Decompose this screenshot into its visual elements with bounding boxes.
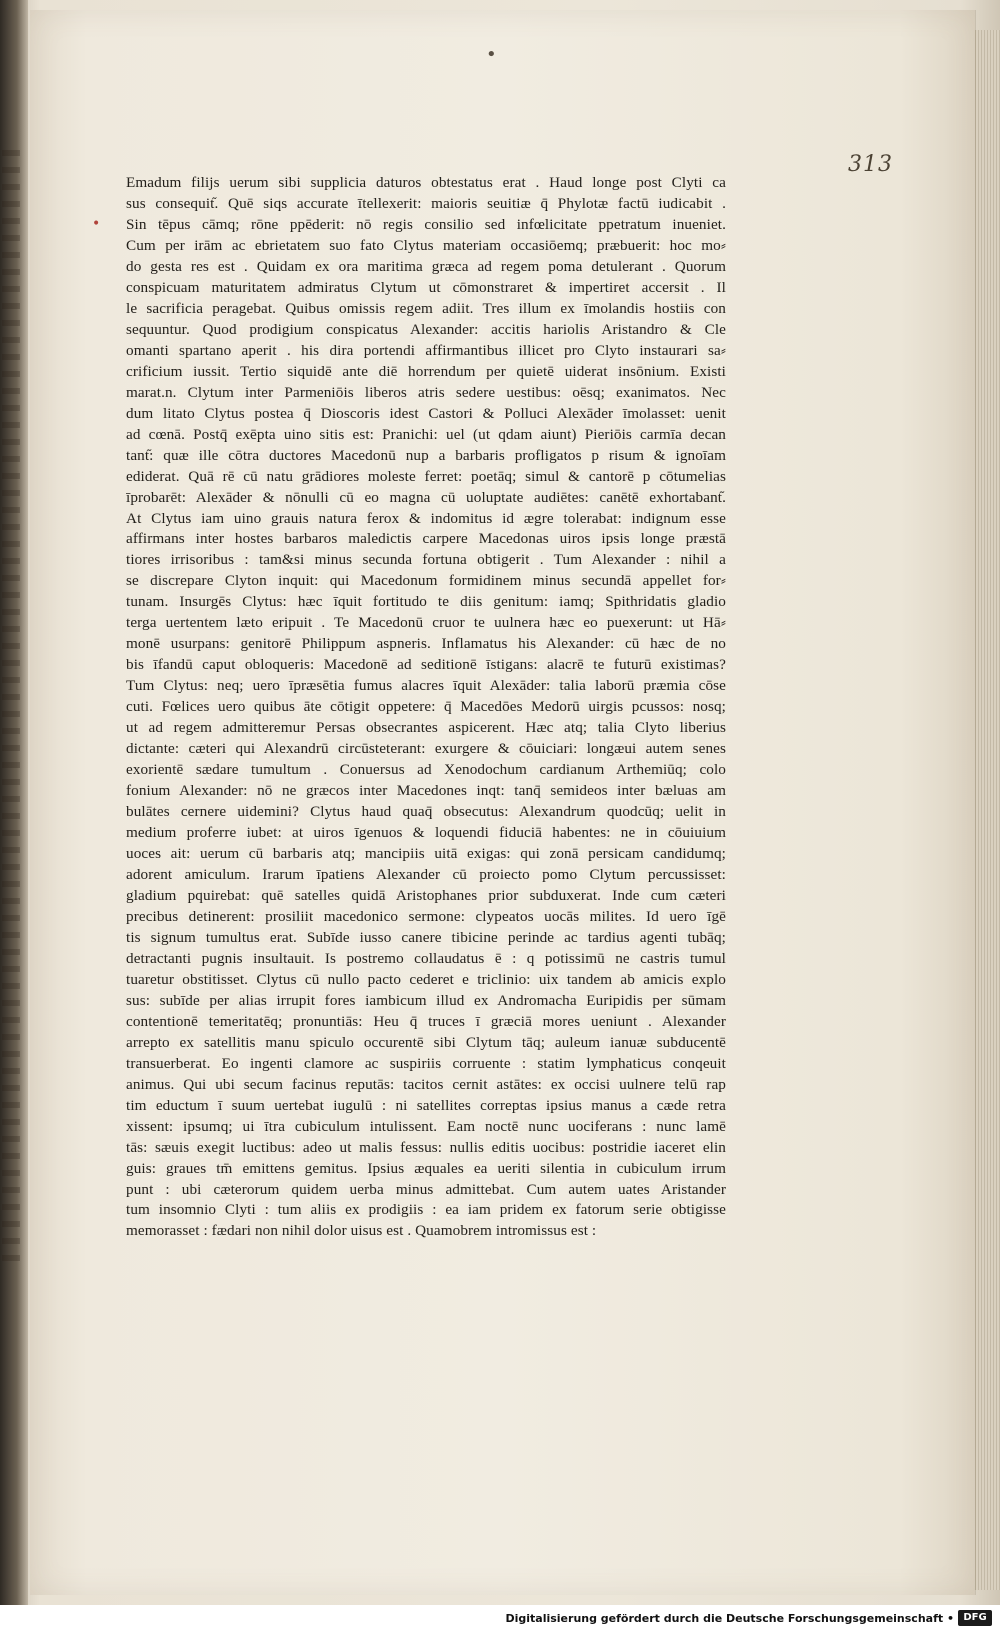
text-line: guis: graues tm̄ emittens gemitus. Ipsius æquales ea ueriti silentia in cubiculum irrum [126, 1159, 726, 1177]
text-line: monē usurpans: genitorē Philippum aspneris. Inflamatus his Alexander: cū hæc de no [126, 635, 726, 653]
text-line: terga uertentem læto eripuit . Te Macedonū cruor te uulnera hæc eo puexerunt: ut Hā⸗ [126, 614, 726, 632]
book-binding [0, 0, 28, 1605]
funding-credit: Digitalisierung gefördert durch die Deutsche Forschungsgemeinschaft • [505, 1612, 954, 1625]
text-block [126, 172, 726, 1241]
text-line: ediderat. Quā rē cū natu grādiores moleste ferret: poetāq; simul & cantorē p cōtumelias [126, 467, 726, 485]
text-line: memorasset : fædari non nihil dolor uisus est . Quamobrem intromissus est : [126, 1222, 597, 1240]
text-line: dum litato Clytus postea q̄ Dioscoris idest Castori & Polluci Alexāder īmolasset: uenit [126, 404, 726, 422]
text-line: adorent amiculum. Irarum īpatiens Alexander cū proiecto pomo Clytum percussisset: [126, 865, 726, 883]
text-line: sus: subīde per alias irrupit fores iambicum illud ex Andromacha Euripidis per sūmam [126, 991, 726, 1009]
text-line: bulātes cernere uidemini? Clytus haud quaq̄ obsecutus: Alexandrum quodcūq; uelit in [126, 803, 726, 821]
text-line: dictante: cæteri qui Alexandrū circūsteterant: exurgere & cōuiciari: longæui autem senes [126, 740, 726, 758]
text-line: tiores irrisoribus : tam&si minus secunda fortuna obtigerit . Tum Alexander : nihil a [126, 551, 726, 569]
text-line: tum insomnio Clyti : tum aliis ex prodigiis : ea iam pridem ex fatorum serie obtigisse [126, 1201, 726, 1219]
text-line: se discrepare Clyton inquit: qui Macedonum formidinem minus secundā appellet for⸗ [126, 572, 726, 590]
text-line: detractanti pugnis insultauit. Is postremo collaudatus ē : q potissimū ne castris tumul [126, 949, 726, 967]
text-line: le sacrificia peragebat. Quibus omissis regem adiit. Tres illum ex īmolandis hostiis con [126, 299, 726, 317]
text-line: Tum Clytus: neq; uero īpræsētia fumus alacres īquit Alexāder: talia laborū præmia cōse [126, 677, 726, 695]
text-line: contentionē temeritatēq; pronuntiās: Heu q̄ truces ī græciā mores ueniunt . Alexander [126, 1012, 726, 1030]
text-line: ut ad regem admitteremur Persas obsecrantes aspicerent. Hæc atq; talia Clyto liberius [126, 719, 726, 737]
previous-page-edge [2, 150, 20, 1270]
text-line: arrepto ex satellitis manu spiculo occurentē sibi Clytum tāq; auleum ianuæ subducentē [126, 1033, 726, 1051]
margin-mark: • [92, 216, 101, 232]
text-line: tim eductum ī suum uertebat iugulū : ni satellites correptas ipsius manus a cæde retra [126, 1096, 726, 1114]
text-line: tās: sæuis exegit luctibus: adeo ut malis fessus: nullis editis uocibus: postridie iaceret elin [126, 1138, 726, 1156]
text-line: tant᷉: quæ ille cōtra ductores Macedonū nup a barbaris profligatos p risum & ignoīam [126, 446, 726, 464]
text-line: affirmans inter hostes barbaros maledictis carpere Macedonas uiros ipsis longe præstā [126, 530, 726, 548]
text-line: tuaretur obstitisset. Clytus cū nullo pacto cederet e triclinio: uix tandem ab amicis explo [126, 970, 726, 988]
top-mark: • [486, 44, 497, 65]
text-line: tis signum tumultus erat. Subīde iusso canere tibicine perinde ac tardius agenti tubāq; [126, 928, 726, 946]
folio-number: 313 [848, 152, 893, 177]
text-line: do gesta res est . Quidam ex ora maritima græca ad regem poma detulerant . Quorum [126, 257, 726, 275]
text-line: sus consequit᷉. Quē siqs accurate ītellexerit: maioris seuitiæ q̄ Phylotæ factū iudicabit . [126, 194, 726, 212]
text-line: Cum per irām ac ebrietatem suo fato Clytus materiam occasiōemq; præbuerit: hoc mo⸗ [126, 236, 726, 254]
text-line: crificium iussit. Tertio siquidē ante diē horrendum per quietē uiderat insōnium. Existi [126, 362, 726, 380]
text-line: medium proferre iubet: at uiros īgenuos & loquendi fiduciā habentes: ne in cōuiuium [126, 824, 726, 842]
text-line: tunam. Insurgēs Clytus: hæc īquit fortitudo te diis genitum: iamq; Spithridatis gladio [126, 593, 726, 611]
dfg-logo: DFG [958, 1610, 992, 1626]
text-line: sequuntur. Quod prodigium conspicatus Alexander: accitis hariolis Aristandro & Cle [126, 320, 726, 338]
text-line: xissent: ipsumq; ui ītra cubiculum intulissent. Eam noctē nunc uociferans : nunc lamē [126, 1117, 726, 1135]
text-line: Emadum filijs uerum sibi supplicia daturos obtestatus erat . Haud longe post Clyti ca [126, 174, 726, 191]
text-line: īprobarēt: Alexāder & nōnulli cū eo magna cū uoluptate audiētes: canētē exhortabant᷉. [126, 488, 726, 506]
book-page [30, 10, 976, 1595]
text-line: transuerberat. Eo ingenti clamore ac suspiriis corruente : statim lymphaticus conqeuit [126, 1054, 726, 1072]
text-line: Sin tēpus cāmq; rōne ppēderit: nō regis consilio sed infœlicitate ppetratum inueniet. [126, 215, 726, 233]
text-line: marat.n. Clytum inter Parmeniōis liberos atris sedere uestibus: oēsq; exanimatos. Nec [126, 383, 726, 401]
text-line: bis īfandū caput obloqueris: Macedonē ad seditionē īstigans: alacrē te futurū existimas? [126, 656, 726, 674]
text-line: omanti spartano aperit . his dira portendi affirmantibus illicet pro Clyto instaurari sa⸗ [126, 341, 726, 359]
text-line: ad cœnā. Postq̄ exēpta uino sitis est: Pranichi: uel (ut qdam aiunt) Pieriōis carmīa decan [126, 425, 726, 443]
text-line: conspicuam maturitatem admiratus Clytum ut cōmonstraret & impertiret accersit . Il [126, 278, 726, 296]
text-line: At Clytus iam uino grauis natura ferox & indomitus id ægre tolerabat: indignum esse [126, 509, 726, 527]
footer-bar [0, 1605, 1000, 1633]
text-line: animus. Qui ubi secum facinus reputās: tacitos cernit astātes: ex occisi uulnere telū rap [126, 1075, 726, 1093]
text-line: fonium Alexander: nō ne græcos inter Macedones inqt: tanq̄ semideos inter bæluas am [126, 782, 726, 800]
page-edge-stack [975, 30, 1000, 1590]
text-line: cuti. Fœlices uero quibus āte cōtigit oppetere: q̄ Macedōes Medorū uirgis pcussos: nosq; [126, 698, 726, 716]
text-line: exorientē sædare tumultum . Conuersus ad Xenodochum cardianum Arthemiūq; colo [126, 761, 726, 779]
text-line: uoces ait: uerum cū barbaris atq; mancipiis uitā exigas: qui zonā persicam candidumq; [126, 845, 726, 862]
text-line: punt : ubi cæterorum quidem uerba minus admittebat. Cum autem uates Aristander [126, 1180, 726, 1198]
text-line: precibus detinerent: prosiliit macedonico sermone: clypeatos uocās milites. Id uero īgē [126, 907, 726, 925]
text-line: gladium pquirebat: quē satelles quidā Aristophanes prior subduxerat. Inde cum cæteri [126, 886, 726, 904]
